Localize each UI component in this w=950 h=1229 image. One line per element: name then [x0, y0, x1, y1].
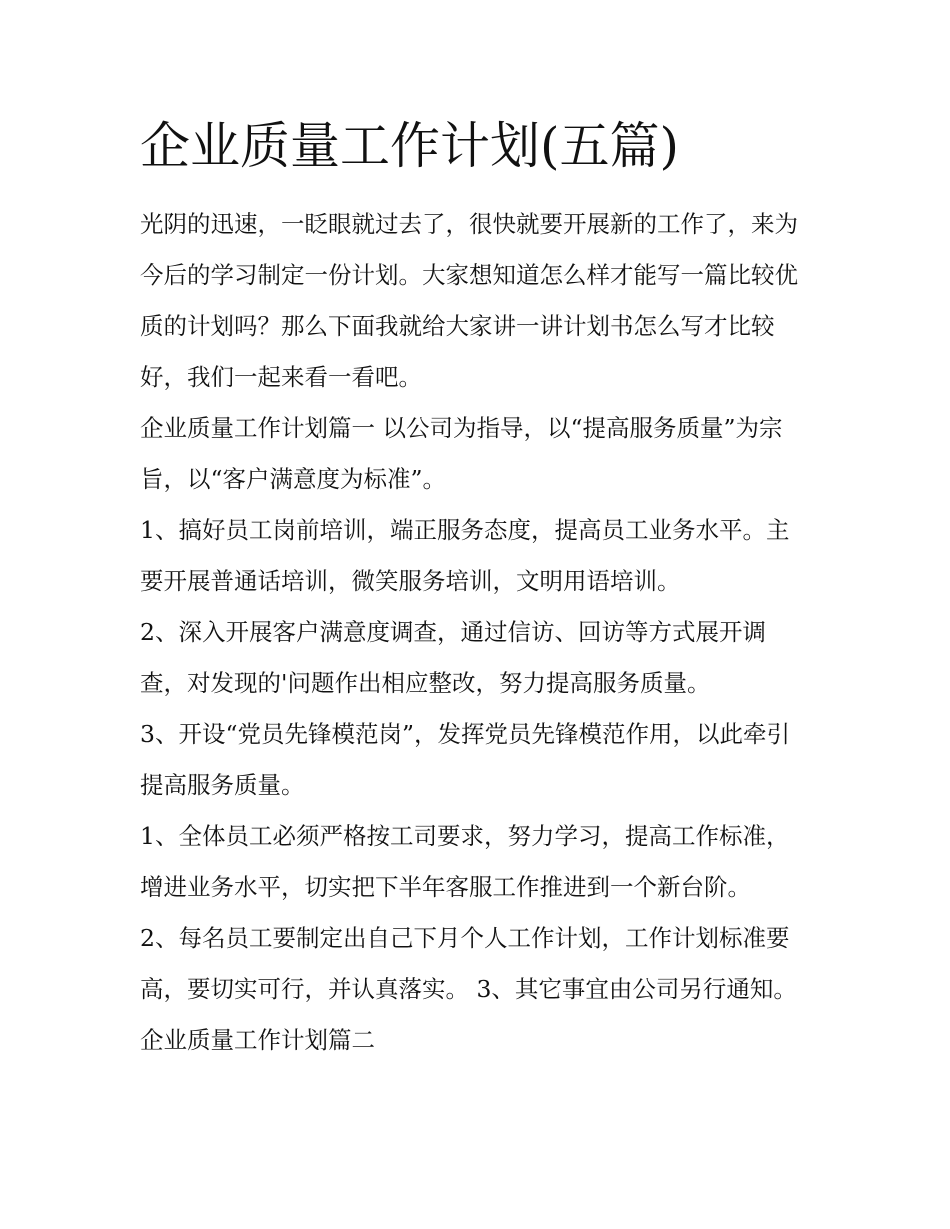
paragraph-intro: 光阴的迅速，一眨眼就过去了，很快就要开展新的工作了，来为今后的学习制定一份计划。大家想知道怎么样才能写一篇比较优质的计划吗？那么下面我就给大家讲一讲计划书怎么写才比较好，我们一起来看一看吧。 — [140, 210, 798, 391]
paragraph-requirement-2: 2、每名员工要制定出自己下月个人工作计划，工作计划标准要高，要切实可行，并认真落实。 3、其它事宜由公司另行通知。 企业质量工作计划篇二 — [140, 924, 797, 1054]
document-body — [140, 199, 812, 1066]
paragraph-item-3: 3、开设“党员先锋模范岗”，发挥党员先锋模范作用，以此牵引提高服务质量。 — [140, 720, 790, 799]
paragraph-item-1: 1、搞好员工岗前培训，端正服务态度，提高员工业务水平。主要开展普通话培训，微笑服务培训，文明用语培训。 — [140, 516, 790, 595]
paragraph-item-2: 2、深入开展客户满意度调查，通过信访、回访等方式展开调查，对发现的'问题作出相应整改，努力提高服务质量。 — [140, 618, 766, 697]
document-title: 企业质量工作计划(五篇) — [140, 117, 680, 175]
paragraph-requirement-1: 1、全体员工必须严格按工司要求，努力学习，提高工作标准，增进业务水平，切实把下半年客服工作推进到一个新台阶。 — [140, 822, 790, 901]
paragraph-section-one-heading: 企业质量工作计划篇一 以公司为指导，以“提高服务质量”为宗旨，以“客户满意度为标准”。 — [140, 414, 783, 493]
